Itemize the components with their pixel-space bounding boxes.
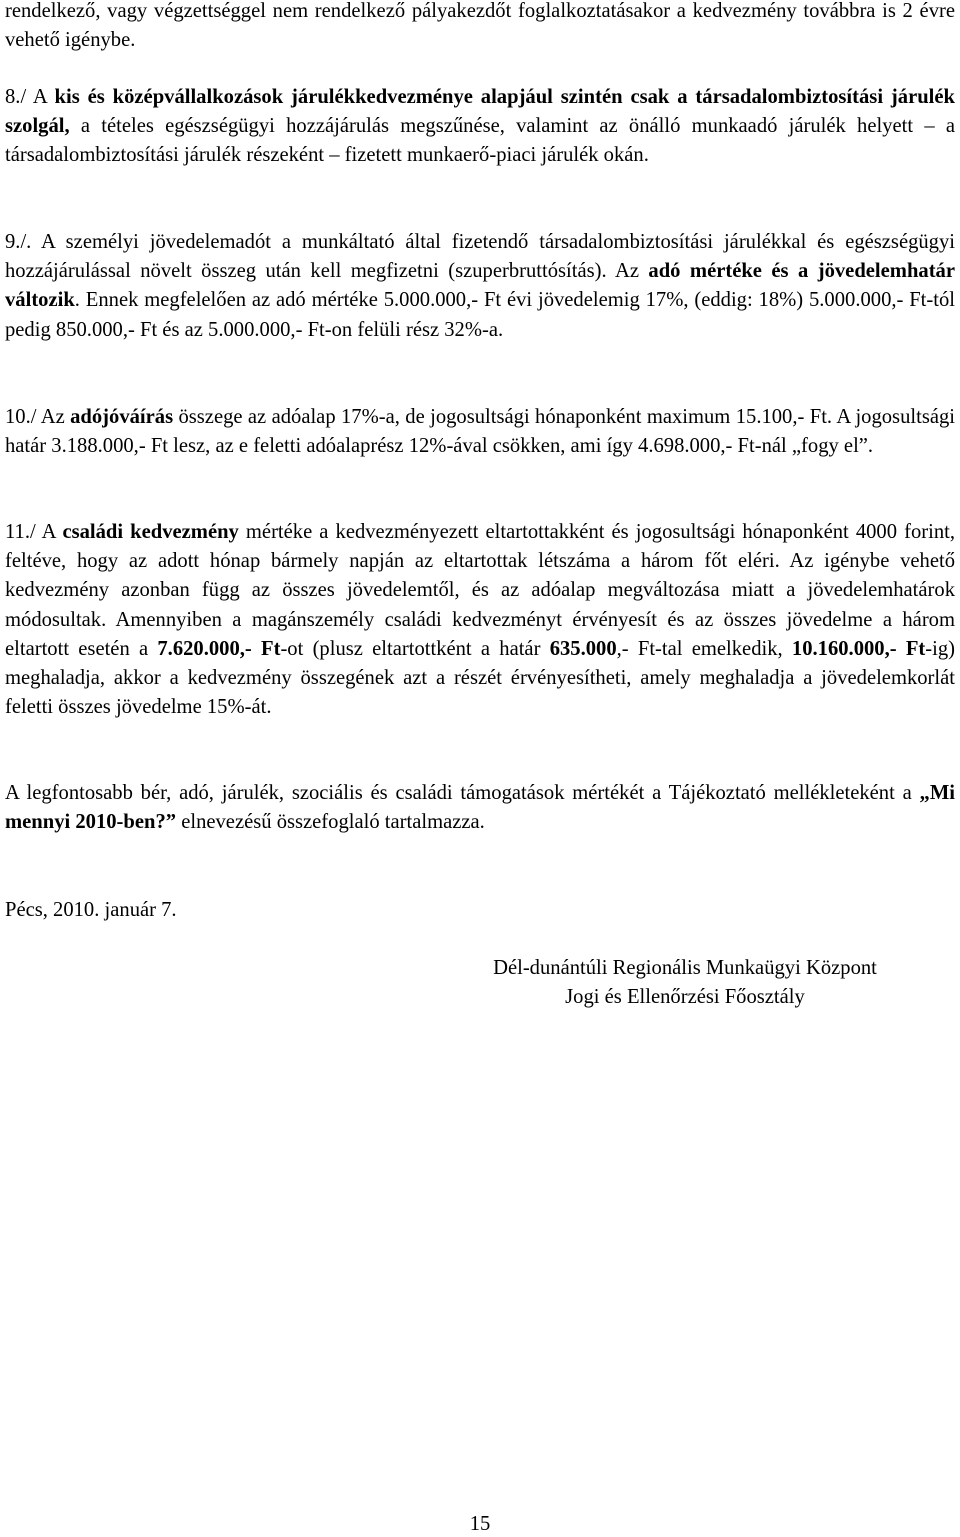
text-run: -ig) meghaladja, akkor a kedvezmény összegének azt a részét érvényesítheti, amely meghaladja a jövedelemkorlát feletti összes jövedelme 15%-át. (5, 637, 956, 719)
text-run: 10./ Az (5, 406, 71, 428)
text-run: mértéke a kedvezményezett eltartottakként és jogosultsági hónaponként 4000 forint, feltéve, hogy az adott hónap bármely napján az eltartottak létszáma a három főt eléri. Az igénybe vehető kedvezmény azonban függ az összes jövedelemtől, és az adóalap megváltozása miatt a jövedelemhatárok módosultak. Amennyiben a magánszemély családi kedvezményt érvényesít és az összes jövedelme a három eltartott esetén a (5, 521, 955, 660)
text-run: elnevezésű összefoglaló tartalmazza. (176, 811, 485, 834)
bold-text-run: kis és középvállalkozások járulékkedvezménye alapjául szintén csak a társadalombiztosítási járulék szolgál, (5, 86, 955, 138)
text-run: ,- Ft-tal emelkedik, (616, 637, 792, 660)
bold-text-run: 7.620.000,- Ft (157, 637, 281, 660)
bold-text-run: családi kedvezmény (62, 521, 239, 543)
paragraph-11 (5, 518, 955, 722)
signature-block (440, 954, 930, 1012)
place-and-date: Pécs, 2010. január 7. (5, 899, 177, 921)
text-run: 8./ A (5, 86, 55, 108)
page-number: 15 (469, 1513, 491, 1535)
bold-text-run: 635.000 (549, 637, 617, 660)
paragraph-continuation (5, 0, 955, 55)
bold-text-run: adójóváírás (70, 406, 174, 428)
signature-department: Jogi és Ellenőrzési Főosztály (565, 986, 805, 1009)
paragraph-9 (5, 228, 955, 345)
text-run: A legfontosabb bér, adó, járulék, szociális és családi támogatások mértékét a Tájékoztató mellékleteként a (5, 782, 920, 804)
text-run: 11./ A (5, 521, 63, 543)
paragraph-10 (5, 403, 955, 461)
signature-organization: Dél-dunántúli Regionális Munkaügyi Központ (493, 957, 877, 979)
text-run: összege az adóalap 17%-a, de jogosultsági hónaponként maximum 15.100,- Ft. A jogosultsági határ 3.188.000,- Ft lesz, az e feletti adóalaprész 12%-ával csökken, ami így 4.698.000,- Ft-nál „fogy el”. (5, 406, 955, 458)
bold-text-run: 10.160.000,- Ft (791, 637, 926, 660)
paragraph-closing-note (5, 779, 955, 837)
text-run: a tételes egészségügyi hozzájárulás megszűnése, valamint az önálló munkaadó járulék helyett – a társadalombiztosítási járulék részeként – fizetett munkaerő-piaci járulék okán. (5, 115, 955, 167)
text-run: . Ennek megfelelően az adó mértéke 5.000.000,- Ft évi jövedelemig 17%, (eddig: 18%) 5.000.000,- Ft-tól pedig 850.000,- Ft és az 5.000.000,- Ft-on felüli rész 32%-a. (5, 289, 955, 341)
bold-text-run: „Mi mennyi 2010-ben?” (5, 782, 955, 834)
bold-text-run: adó mértéke és a jövedelemhatár változik (5, 260, 955, 312)
text-run: 9./. A személyi jövedelemadót a munkáltató által fizetendő társadalombiztosítási járulékkal és egészségügyi hozzájárulással növelt összeg után kell megfizetni (szuperbruttósítás). Az (5, 231, 955, 283)
text-run: rendelkező, vagy végzettséggel nem rendelkező pályakezdőt foglalkoztatásakor a kedvezmény továbbra is 2 évre vehető igénybe. (5, 0, 955, 52)
text-run: -ot (plusz eltartottként a határ (280, 637, 550, 660)
paragraph-8 (5, 83, 955, 171)
